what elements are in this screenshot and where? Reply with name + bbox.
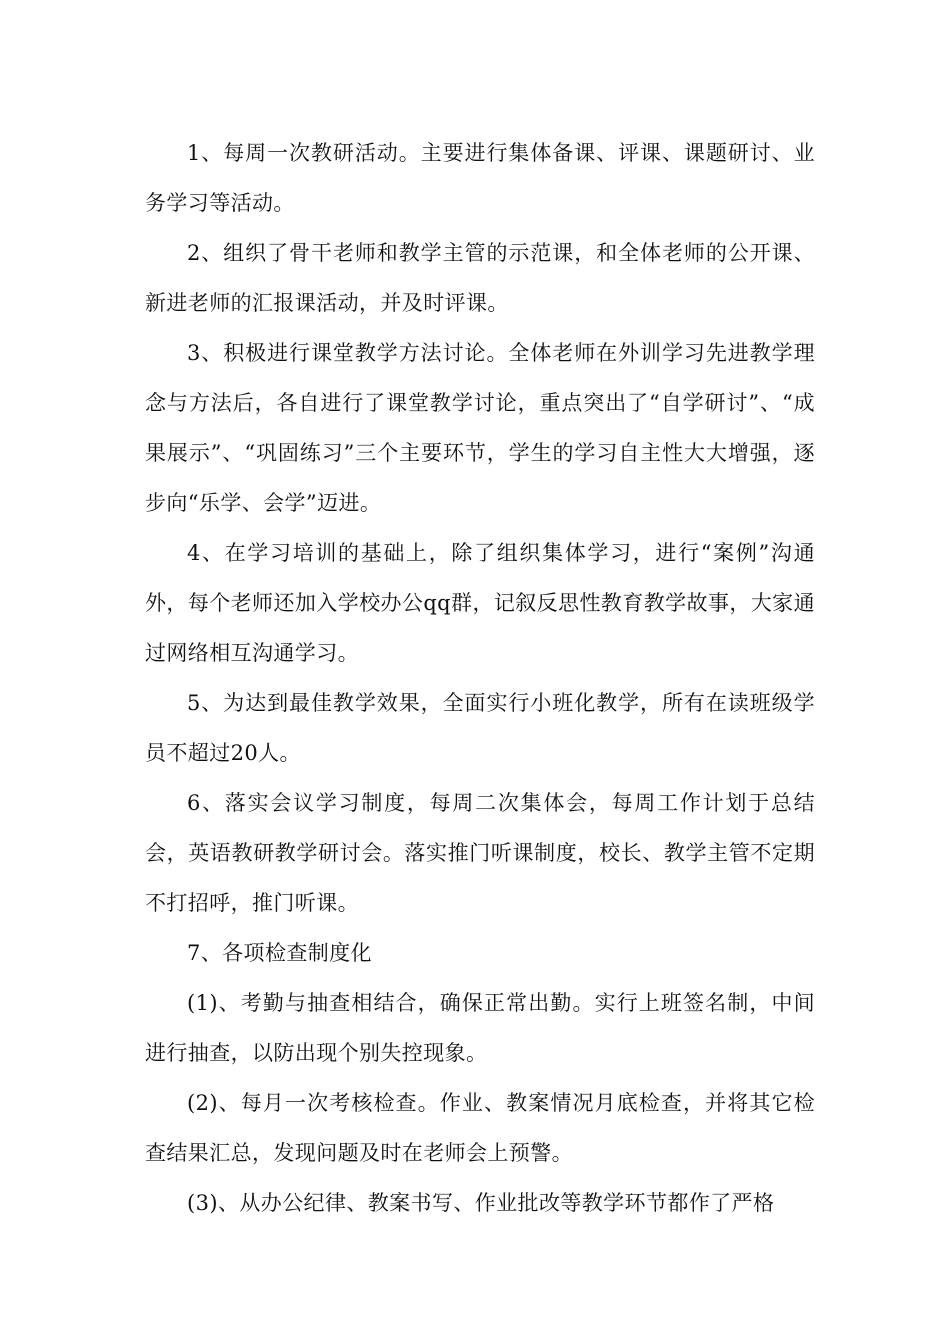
document-body — [145, 128, 815, 1228]
paragraph-3: 3、积极进行课堂教学方法讨论。全体老师在外训学习先进教学理念与方法后，各自进行了课堂教学讨论，重点突出了“自学研讨”、“成果展示”、“巩固练习”三个主要环节，学生的学习自主性大大增强，逐步向“乐学、会学”迈进。 — [145, 341, 815, 515]
paragraph-7-3: (3)、从办公纪律、教案书写、作业批改等教学环节都作了严格 — [187, 1191, 775, 1215]
paragraph-4: 4、在学习培训的基础上，除了组织集体学习，进行“案例”沟通外，每个老师还加入学校办公qq群，记叙反思性教育教学故事，大家通过网络相互沟通学习。 — [145, 541, 815, 665]
paragraph-1: 1、每周一次教研活动。主要进行集体备课、评课、课题研讨、业务学习等活动。 — [145, 141, 815, 215]
paragraph-7-1: (1)、考勤与抽查相结合，确保正常出勤。实行上班签名制，中间进行抽查，以防出现个别失控现象。 — [145, 991, 815, 1065]
paragraph-6: 6、落实会议学习制度，每周二次集体会，每周工作计划于总结会，英语教研教学研讨会。落实推门听课制度，校长、教学主管不定期不打招呼，推门听课。 — [145, 791, 815, 915]
paragraph-7-2: (2)、每月一次考核检查。作业、教案情况月底检查，并将其它检查结果汇总，发现问题及时在老师会上预警。 — [145, 1091, 815, 1165]
paragraph-2: 2、组织了骨干老师和教学主管的示范课，和全体老师的公开课、新进老师的汇报课活动，并及时评课。 — [145, 241, 815, 315]
paragraph-7: 7、各项检查制度化 — [187, 941, 372, 965]
paragraph-5: 5、为达到最佳教学效果，全面实行小班化教学，所有在读班级学员不超过20人。 — [145, 691, 815, 765]
